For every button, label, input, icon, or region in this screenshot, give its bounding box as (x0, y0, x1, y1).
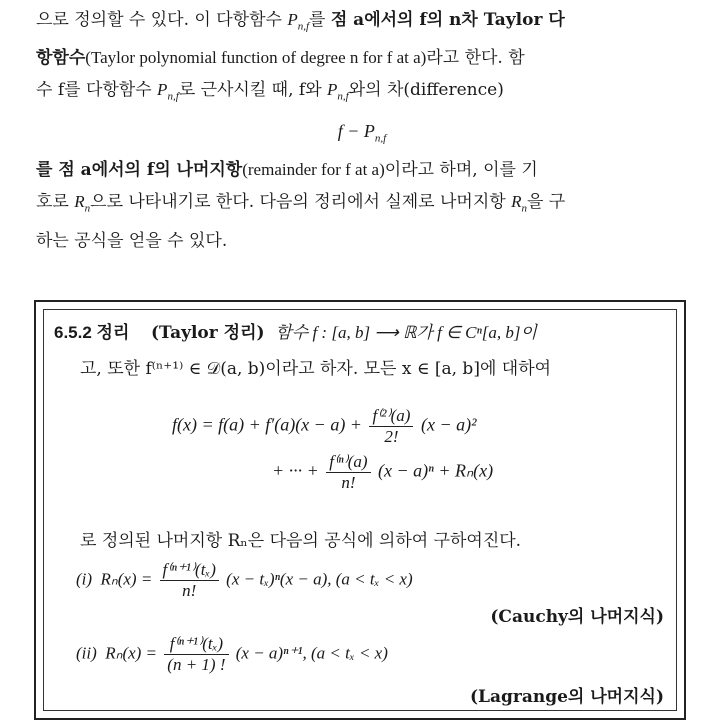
theorem-box (34, 300, 686, 720)
intro-text (36, 8, 688, 261)
intro-line-1: 으로 정의할 수 있다. 이 다항함수 $P_{n,f}$를 점 a에서의 f의 n차 Taylor 다 (36, 10, 565, 33)
fraction-second-derivative: $\frac{\text{f⁽²⁾(a)}}{2!}$ (369, 406, 413, 447)
fraction-lagrange: $\frac{\text{f⁽ⁿ⁺¹⁾(tₓ)}}{(n + 1) !}$ (164, 634, 228, 675)
intro-line-6: 하는 공식을 얻을 수 있다. (36, 230, 228, 251)
lagrange-remainder-formula: (ii) Rₙ(x) = $\frac{\text{f⁽ⁿ⁺¹⁾(tₓ)}}{(n + 1) !}$ (x − a)ⁿ⁺¹, (a < tₓ < x) (76, 634, 388, 674)
lagrange-label: (Lagrange의 나머지식) (469, 687, 664, 707)
symbol-P: P (287, 10, 298, 29)
fraction-nth-derivative: $\frac{\text{f⁽ⁿ⁾(a)}}{n!}$ (326, 452, 370, 493)
intro-line-4: 를 점 a에서의 f의 나머지항(remainder for f at a)이라고 하며, 이를 기 (36, 160, 538, 181)
cauchy-label: (Cauchy의 나머지식) (490, 607, 664, 627)
intro-line-5: 호로 $R_n$으로 나타내기로 한다. 다음의 정리에서 실제로 나머지항 $R_n$을 구 (36, 192, 566, 215)
intro-line-2: 항함수(Taylor polynomial function of degree n for f at a)라고 한다. 함 (36, 48, 525, 69)
intro-line-3: 수 f를 다항함수 $P_{n,f}$로 근사시킬 때, f와 $P_{n,f}$와의 차(difference) (36, 80, 504, 103)
difference-formula: $f - P_{n,f}$ (337, 120, 387, 145)
remainder-intro: 로 정의된 나머지항 Rₙ은 다음의 공식에 의하여 구하여진다. (80, 531, 522, 551)
theorem-heading: 6.5.2 정리 (Taylor 정리) 함수 f : [a, b] ⟶ ℝ가 f ∈ Cⁿ[a, b]이 (54, 323, 537, 343)
taylor-expansion-line-1: f(x) = f(a) + f′(a)(x − a) + $\frac{\text{f⁽²⁾(a)}}{2!}$ (x − a)² (172, 406, 477, 446)
fraction-cauchy: $\frac{\text{f⁽ⁿ⁺¹⁾(tₓ)}}{n!}$ (160, 560, 219, 601)
theorem-hypothesis: 고, 또한 f⁽ⁿ⁺¹⁾ ∈ 𝒟(a, b)이라고 하자. 모든 x ∈ [a, b]에 대하여 (80, 359, 552, 379)
theorem-number: 6.5.2 정리 (54, 323, 130, 342)
theorem-title: (Taylor 정리) (151, 323, 265, 343)
definition-bold: 점 a에서의 f의 n차 Taylor 다 (330, 10, 565, 30)
cauchy-remainder-formula: (i) Rₙ(x) = $\frac{\text{f⁽ⁿ⁺¹⁾(tₓ)}}{n!}$ (x − tₓ)ⁿ(x − a), (a < tₓ < x) (76, 560, 413, 600)
taylor-expansion-line-2: + ··· + $\frac{\text{f⁽ⁿ⁾(a)}}{n!}$ (x − a)ⁿ + Rₙ(x) (272, 452, 494, 492)
